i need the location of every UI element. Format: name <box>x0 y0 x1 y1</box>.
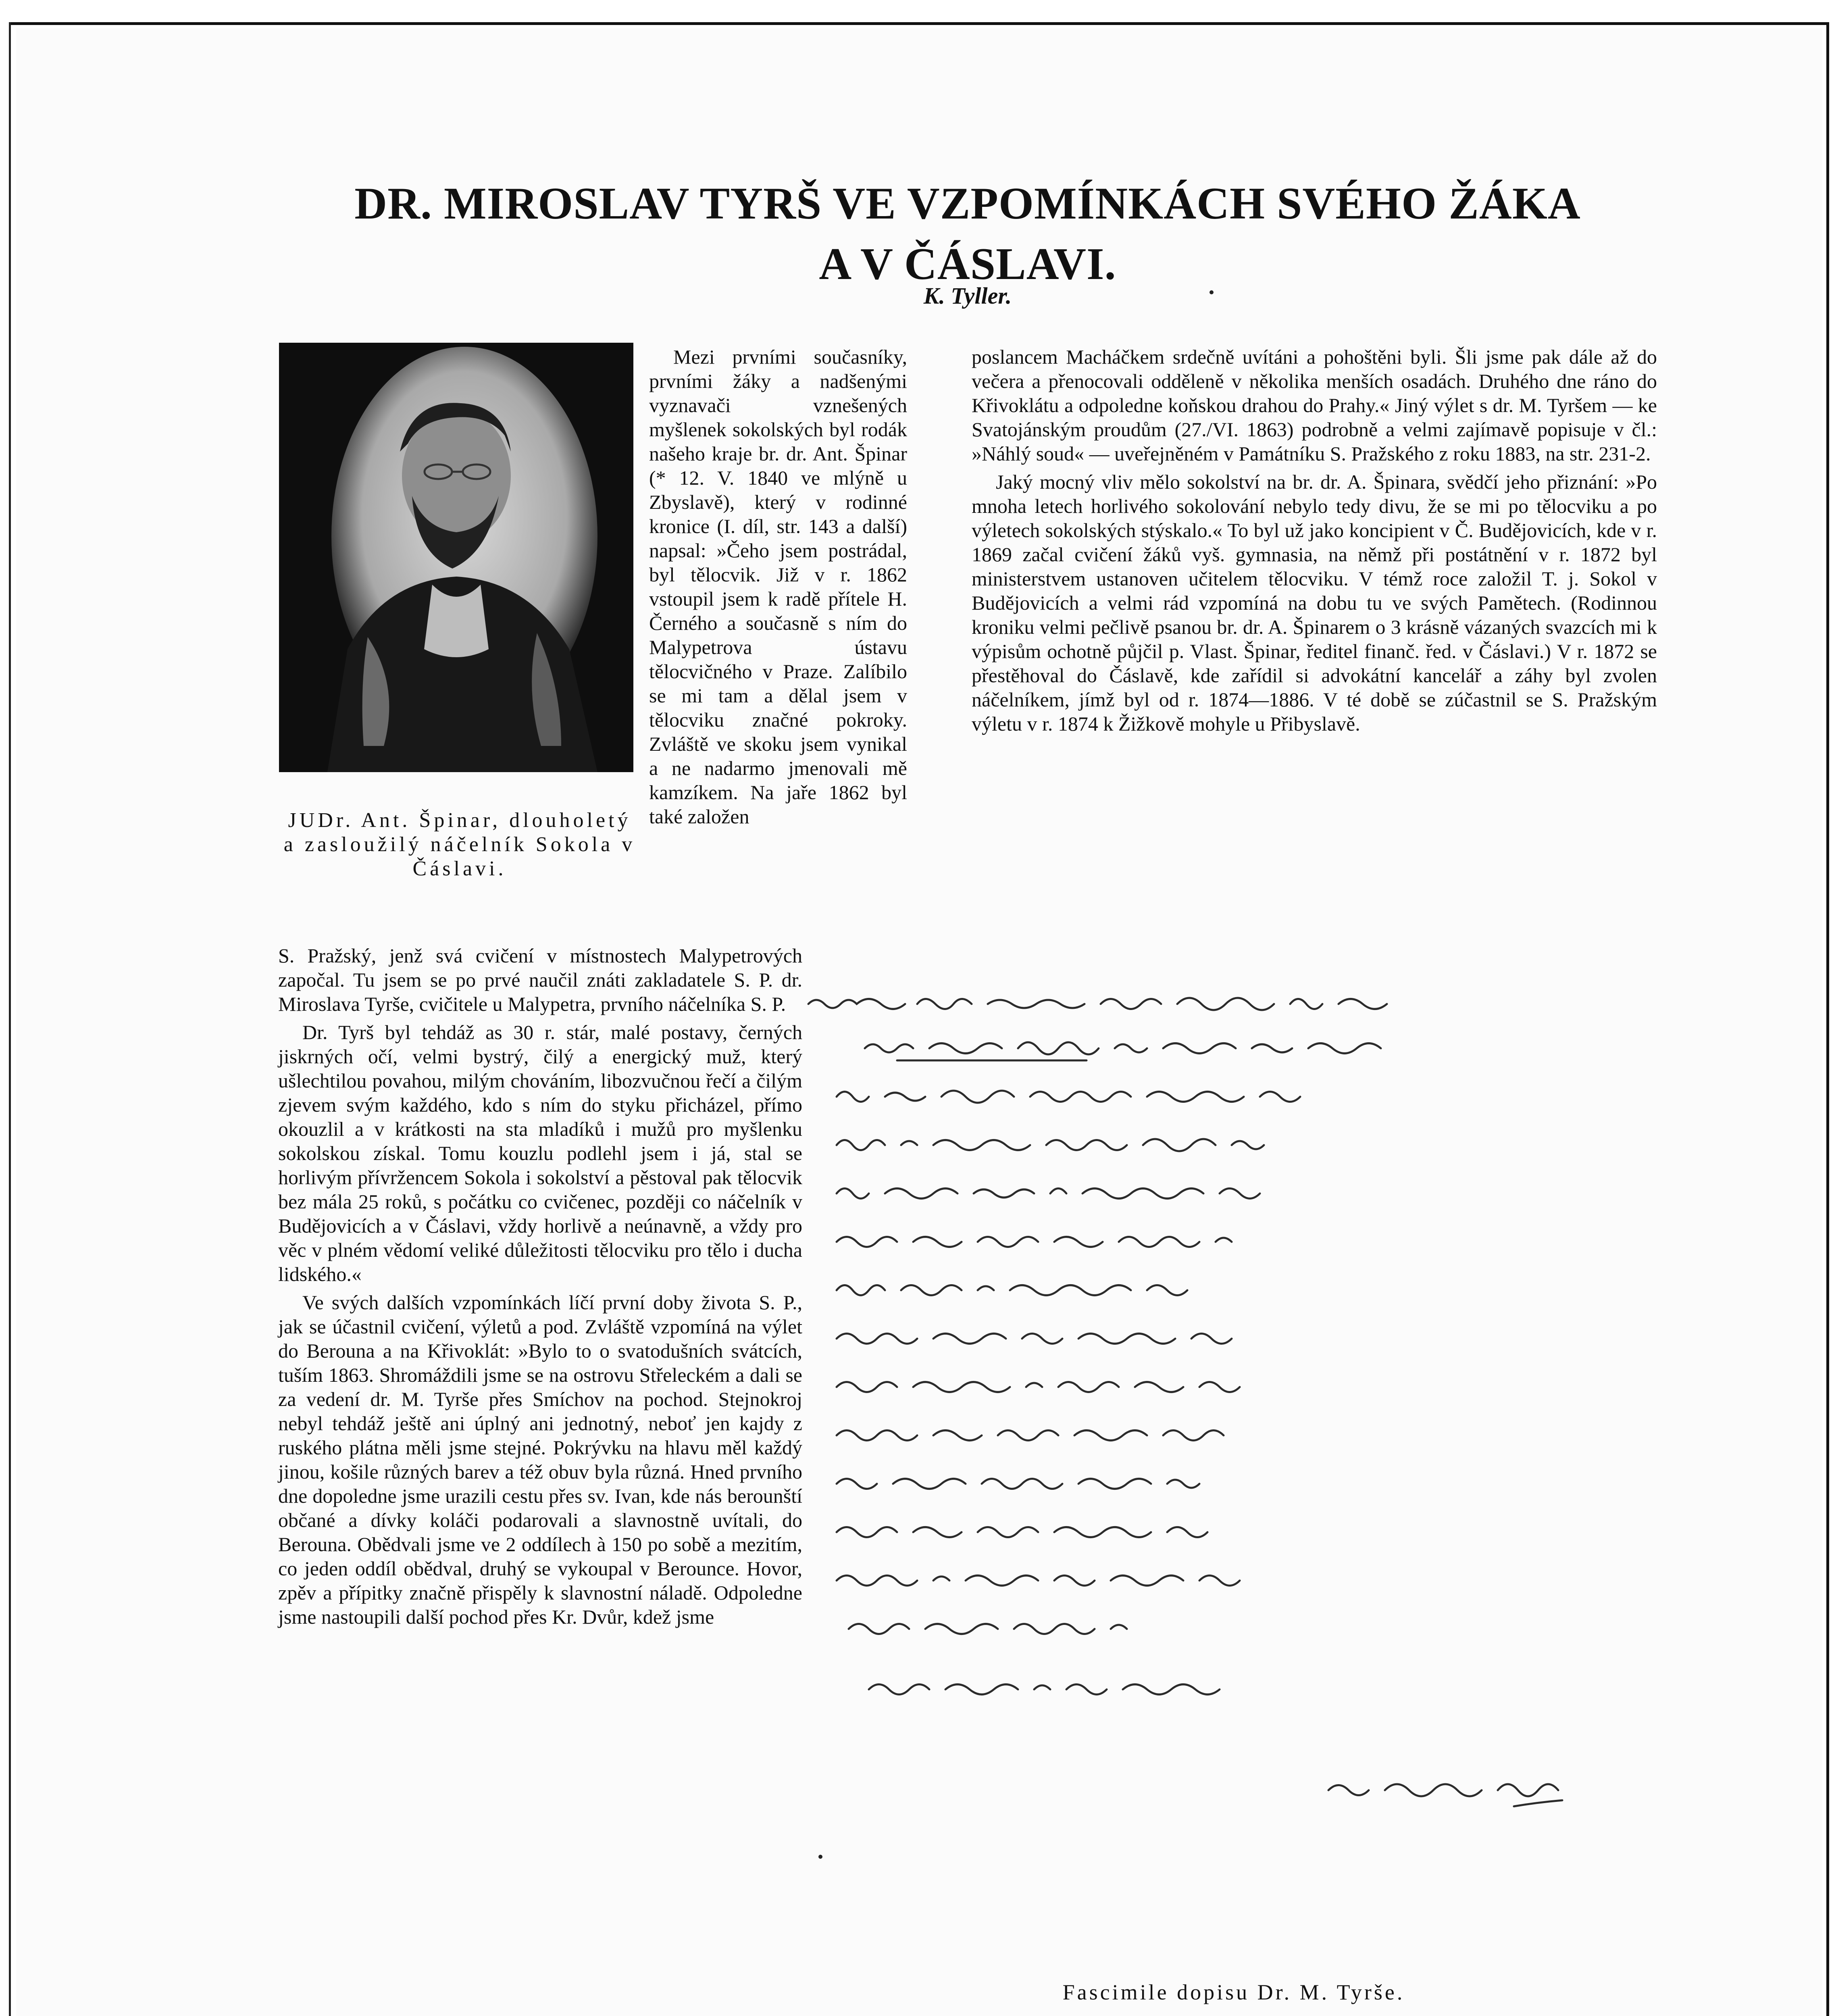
facsimile-caption: Fascimile dopisu Dr. M. Tyrše. <box>1062 1980 1405 2004</box>
print-speck <box>818 1855 822 1859</box>
portrait-photo <box>279 343 633 772</box>
title-line-2: A V ČÁSLAVI. <box>819 239 1116 289</box>
column-a-bottom <box>278 943 802 1633</box>
paragraph: Dr. Tyrš byl tehdáž as 30 r. stár, malé postavy, černých jiskrných očí, velmi bystrý, čilý a energický muž, který ušlechtilou povahou, milým chováním, libozvučnou řečí a čilým zjevem svým každého, kdo s ním do styku přicházel, přímo okouzlil a v krátkosti na sta mladíků i mužů pro myšlenku sokolskou získal. Tomu kouzlu podlehl jsem i já, stal se horlivým přívržencem Sokola i sokolství a pěstoval pak tělocvik bez mála 25 roků, s počátku co cvičenec, později co náčelník v Budějovicích a v Čáslavi, vždy horlivě a neúnavně, a vždy pro věc v plném vědomí veliké důležitosti tělocviku pro tělo i ducha lidského.« <box>278 1021 802 1285</box>
paragraph: S. Pražský, jenž svá cvičení v místnostech Malypetrových započal. Tu jsem se po prvé naučil znáti zakladatele S. P. dr. Miroslava Tyrše, cvičitele u Malypetra, prvního náčelníka S. P. <box>278 944 802 1015</box>
facsimile-letter <box>804 988 1635 1899</box>
handwriting-image <box>804 988 1635 1899</box>
page-border-right <box>1826 22 1829 2016</box>
print-speck <box>1209 290 1214 294</box>
article-author: K. Tyller. <box>923 283 1012 309</box>
paragraph: Mezi prvními současníky, prvními žáky a nadšenými vyznavači vznešených myšlenek sokolských byl rodák našeho kraje br. dr. Ant. Špinar (* 12. V. 1840 ve mlýně u Zbyslavě), který v rodinné kronice (I. díl, str. 143 a další) napsal: »Čeho jsem postrádal, byl tělocvik. Již v r. 1862 vstoupil jsem k radě přítele H. Černého a současně s ním do Malypetrova ústavu tělocvičného v Praze. Zalíbilo se mi tam a dělal jsem v tělocviku značné pokroky. Zvláště ve skoku jsem vynikal a ne nadarmo jmenovali mě kamzíkem. Na jaře 1862 byl také založen <box>649 346 907 828</box>
article-title <box>234 173 1701 294</box>
page-border-left <box>9 22 11 2016</box>
paragraph: poslancem Macháčkem srdečně uvítáni a pohoštěni byli. Šli jsme pak dále až do večera a přenocovali odděleně v několika menších osadách. Druhého dne ráno do Křivoklátu a odpoledne koňskou drahou do Prahy.« Jiný výlet s dr. M. Tyršem — ke Svatojánským proudům (27./VI. 1863) podrobně a velmi zajímavě popisuje v čl.: »Náhlý soud« — uveřejněném v Památníku S. Pražského z roku 1883, na str. 231-2. <box>972 346 1657 465</box>
column-b <box>972 345 1657 740</box>
paragraph: Ve svých dalších vzpomínkách líčí první doby života S. P., jak se účastnil cvičení, výletů a pod. Zvláště vzpomíná na výlet do Berouna a na Křivoklát: »Bylo to o svatodušních svátcích, tuším 1863. Shromáždili jsme se na ostrovu Střeleckém a dali se za vedení dr. M. Tyrše přes Smíchov na pochod. Stejnokroj nebyl tehdáž ještě ani úplný ani jednotný, neboť jen kajdy z ruského plátna měli jsme stejné. Pokrývku na hlavu měl každý jinou, košile různých barev a též obuv byla různá. Hned prvního dne dopoledne jsme urazili cestu přes sv. Ivan, kde nás berounští občané a dívky koláči podarovali a slavnostně uvítali, do Berouna. Obědvali jsme ve 2 oddílech à 150 po sobě a mezitím, co jeden oddíl obědval, druhý se vykoupal v Berounce. Hovor, zpěv a přípitky značně přispěly k slavnostní náladě. Odpoledne jsme nastoupili další pochod přes Kr. Dvůr, kdež jsme <box>278 1291 802 1628</box>
portrait-illustration <box>279 343 633 772</box>
column-a-top <box>649 345 907 833</box>
portrait-caption: JUDr. Ant. Špinar, dlouholetý a zasloužilý náčelník Sokola v Čáslavi. <box>283 809 636 880</box>
paragraph: Jaký mocný vliv mělo sokolství na br. dr. A. Špinara, svědčí jeho přiznání: »Po mnoha letech horlivého sokolování nebylo tedy divu, že se mi po tělocviku a po výletech sokolských stýskalo.« To byl už jako koncipient v Č. Budějovicích, kde v r. 1869 začal cvičení žáků vyš. gymnasia, na němž při postátnění v r. 1872 byl ministerstvem ustanoven učitelem tělocviku. V témž roce založil T. j. Sokol v Budějovicích a velmi rád vzpomíná na dobu tu ve svých Pamětech. (Rodinnou kroniku velmi pečlivě psanou br. dr. A. Špinarem o 3 krásně vázaných svazcích mi k výpisům ochotně půjčil p. Vlast. Špinar, ředitel finanč. řed. v Čáslavi.) V r. 1872 se přestěhoval do Čáslavě, kde zařídil si advokátní kancelář a záhy byl zvolen náčelníkem, jímž byl od r. 1874—1886. V té době se zúčastnil se S. Pražským výletu v r. 1874 k Žižkově mohyle u Přibyslavě. <box>972 471 1657 735</box>
title-line-1: DR. MIROSLAV TYRŠ VE VZPOMÍNKÁCH SVÉHO ŽÁKA <box>354 179 1581 229</box>
page-border-top <box>9 22 1829 25</box>
